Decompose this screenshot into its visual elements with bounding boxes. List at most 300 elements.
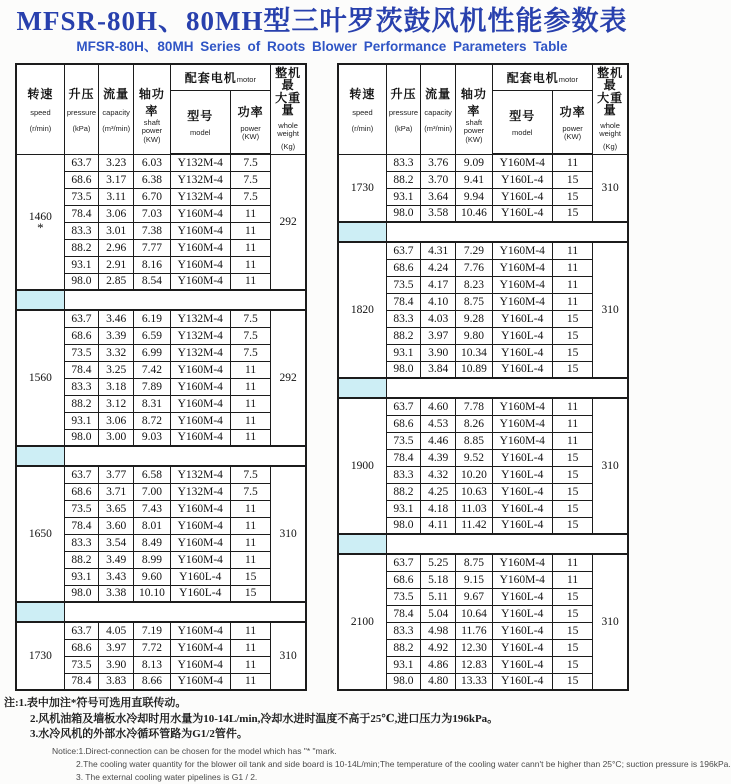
cell-shaft-power: 7.78	[456, 398, 492, 415]
cell-capacity: 3.77	[99, 466, 134, 483]
cell-motor-power: 15	[552, 639, 592, 656]
cell-shaft-power: 12.83	[456, 656, 492, 673]
parameter-table	[15, 63, 307, 692]
cell-shaft-power: 11.42	[456, 517, 492, 534]
cell-motor-model: Y160M-4	[170, 429, 230, 446]
table-row	[16, 466, 306, 483]
cell-motor-power: 15	[552, 361, 592, 378]
cell-shaft-power: 8.16	[134, 256, 170, 273]
cell-motor-power: 15	[552, 449, 592, 466]
note-en-1: Notice:1.Direct-connection can be chosen for the model which has "* "mark.	[52, 746, 337, 757]
table-row	[338, 554, 628, 571]
group-separator-row	[16, 290, 306, 310]
cell-pressure: 63.7	[64, 154, 98, 171]
cell-motor-power: 11	[230, 361, 270, 378]
cell-capacity: 3.90	[421, 344, 456, 361]
cell-shaft-power: 10.89	[456, 361, 492, 378]
cell-pressure: 63.7	[386, 242, 420, 259]
cell-capacity: 3.84	[421, 361, 456, 378]
cell-motor-model: Y160L-4	[492, 588, 552, 605]
parameter-table	[337, 63, 629, 692]
cell-motor-model: Y160M-4	[492, 432, 552, 449]
cell-pressure: 73.5	[64, 344, 98, 361]
cell-motor-model: Y160L-4	[492, 605, 552, 622]
group-speed-cell: 1900	[338, 398, 386, 534]
cell-capacity: 4.92	[421, 639, 456, 656]
note-en-3: 3. The external cooling water pipelines is G1 / 2.	[76, 771, 258, 782]
cell-motor-power: 7.5	[230, 483, 270, 500]
separator-cell	[386, 222, 628, 242]
cell-motor-power: 11	[230, 412, 270, 429]
cell-shaft-power: 10.63	[456, 483, 492, 500]
cell-shaft-power: 7.77	[134, 239, 170, 256]
table-row	[16, 154, 306, 171]
col-header-capacity: 流量 capacity (m³/min)	[421, 64, 456, 155]
cell-shaft-power: 9.28	[456, 310, 492, 327]
cell-motor-model: Y160L-4	[492, 188, 552, 205]
cell-motor-power: 15	[552, 466, 592, 483]
group-weight-cell: 292	[271, 154, 306, 290]
cell-motor-power: 11	[552, 242, 592, 259]
cell-motor-power: 11	[230, 673, 270, 690]
cell-motor-power: 15	[552, 673, 592, 690]
cell-motor-power: 15	[230, 585, 270, 602]
cell-motor-model: Y132M-4	[170, 327, 230, 344]
col-header-shaft-power: 轴功率 shaft power (KW)	[456, 64, 492, 155]
cell-capacity: 3.46	[99, 310, 134, 327]
cell-capacity: 3.38	[99, 585, 134, 602]
cell-shaft-power: 7.19	[134, 622, 170, 639]
separator-cell	[64, 446, 306, 466]
group-separator-row	[16, 602, 306, 622]
cell-pressure: 78.4	[386, 449, 420, 466]
separator-cell	[386, 378, 628, 398]
cell-capacity: 3.39	[99, 327, 134, 344]
cell-motor-power: 11	[552, 571, 592, 588]
cell-motor-model: Y160L-4	[492, 205, 552, 222]
cell-pressure: 93.1	[64, 412, 98, 429]
cell-motor-model: Y160M-4	[170, 673, 230, 690]
cell-shaft-power: 8.26	[456, 415, 492, 432]
cell-pressure: 73.5	[64, 500, 98, 517]
cell-pressure: 68.6	[386, 259, 420, 276]
cell-shaft-power: 7.00	[134, 483, 170, 500]
cell-pressure: 88.2	[64, 551, 98, 568]
cell-capacity: 3.32	[99, 344, 134, 361]
cell-motor-model: Y160L-4	[492, 310, 552, 327]
cell-motor-model: Y160M-4	[492, 415, 552, 432]
cell-pressure: 63.7	[64, 622, 98, 639]
cell-capacity: 3.83	[99, 673, 134, 690]
cell-shaft-power: 9.03	[134, 429, 170, 446]
group-speed-cell: 1730	[338, 154, 386, 222]
cell-shaft-power: 8.13	[134, 656, 170, 673]
table-row	[16, 310, 306, 327]
cell-capacity: 4.80	[421, 673, 456, 690]
cell-motor-model: Y160M-4	[170, 656, 230, 673]
cell-motor-model: Y132M-4	[170, 171, 230, 188]
group-speed-cell: 1650	[16, 466, 64, 602]
cell-capacity: 3.76	[421, 154, 456, 171]
separator-speed-cell	[338, 222, 386, 242]
cell-pressure: 88.2	[386, 639, 420, 656]
cell-capacity: 4.39	[421, 449, 456, 466]
cell-motor-power: 11	[552, 415, 592, 432]
cell-motor-power: 11	[552, 398, 592, 415]
cell-motor-power: 15	[552, 500, 592, 517]
table-row	[16, 622, 306, 639]
cell-capacity: 4.31	[421, 242, 456, 259]
separator-speed-cell	[338, 378, 386, 398]
cell-capacity: 3.97	[421, 327, 456, 344]
cell-shaft-power: 9.41	[456, 171, 492, 188]
cell-motor-power: 11	[230, 639, 270, 656]
group-weight-cell: 310	[593, 554, 628, 690]
cell-motor-power: 11	[230, 429, 270, 446]
cell-shaft-power: 6.70	[134, 188, 170, 205]
col-header-capacity: 流量 capacity (m³/min)	[99, 64, 134, 155]
group-separator-row	[338, 222, 628, 242]
cell-pressure: 78.4	[64, 205, 98, 222]
cell-shaft-power: 6.03	[134, 154, 170, 171]
cell-pressure: 73.5	[64, 188, 98, 205]
cell-shaft-power: 10.46	[456, 205, 492, 222]
cell-motor-model: Y160M-4	[170, 412, 230, 429]
cell-motor-model: Y160L-4	[492, 639, 552, 656]
cell-capacity: 2.85	[99, 273, 134, 290]
cell-pressure: 63.7	[64, 466, 98, 483]
cell-motor-model: Y160M-4	[170, 639, 230, 656]
cell-capacity: 2.96	[99, 239, 134, 256]
cell-motor-power: 11	[552, 154, 592, 171]
cell-shaft-power: 8.54	[134, 273, 170, 290]
cell-shaft-power: 8.66	[134, 673, 170, 690]
cell-pressure: 88.2	[386, 171, 420, 188]
cell-pressure: 98.0	[386, 361, 420, 378]
title-block	[0, 6, 644, 55]
cell-motor-model: Y160L-4	[492, 466, 552, 483]
cell-capacity: 5.25	[421, 554, 456, 571]
cell-pressure: 98.0	[64, 429, 98, 446]
cell-capacity: 3.06	[99, 205, 134, 222]
cell-motor-model: Y160L-4	[170, 568, 230, 585]
cell-pressure: 68.6	[64, 171, 98, 188]
col-header-motor-model: 型号 model	[492, 90, 552, 154]
cell-capacity: 3.58	[421, 205, 456, 222]
cell-pressure: 63.7	[64, 310, 98, 327]
cell-capacity: 3.64	[421, 188, 456, 205]
col-header-weight: 整机最 大重量 whole weight (Kg)	[271, 64, 306, 155]
group-weight-cell: 292	[271, 310, 306, 446]
cell-motor-model: Y160M-4	[170, 256, 230, 273]
cell-shaft-power: 7.72	[134, 639, 170, 656]
group-weight-cell: 310	[271, 466, 306, 602]
cell-shaft-power: 6.99	[134, 344, 170, 361]
cell-pressure: 68.6	[386, 571, 420, 588]
table-row	[338, 242, 628, 259]
cell-capacity: 3.43	[99, 568, 134, 585]
cell-pressure: 83.3	[386, 466, 420, 483]
cell-shaft-power: 8.31	[134, 395, 170, 412]
cell-motor-power: 15	[552, 517, 592, 534]
cell-capacity: 3.54	[99, 534, 134, 551]
cell-shaft-power: 9.67	[456, 588, 492, 605]
cell-capacity: 4.10	[421, 293, 456, 310]
cell-pressure: 68.6	[386, 415, 420, 432]
cell-motor-power: 11	[552, 293, 592, 310]
cell-motor-model: Y132M-4	[170, 344, 230, 361]
cell-shaft-power: 10.20	[456, 466, 492, 483]
cell-motor-power: 15	[552, 310, 592, 327]
cell-capacity: 4.17	[421, 276, 456, 293]
cell-motor-model: Y132M-4	[170, 483, 230, 500]
cell-pressure: 78.4	[64, 673, 98, 690]
cell-capacity: 5.04	[421, 605, 456, 622]
cell-motor-power: 15	[552, 656, 592, 673]
cell-motor-power: 15	[552, 327, 592, 344]
cell-motor-power: 11	[230, 256, 270, 273]
cell-capacity: 3.01	[99, 222, 134, 239]
cell-capacity: 3.25	[99, 361, 134, 378]
cell-shaft-power: 6.59	[134, 327, 170, 344]
note-zh-1: 注:1.表中加注*符号可选用直联传动。	[4, 697, 187, 710]
tables-container	[0, 63, 644, 692]
cell-shaft-power: 11.76	[456, 622, 492, 639]
col-header-motor: 配套电机motor	[170, 64, 271, 91]
cell-motor-power: 11	[230, 500, 270, 517]
cell-pressure: 93.1	[386, 188, 420, 205]
note-en-2: 2.The cooling water quantity for the blower oil tank and side board is 10-14L/min;The temperature of the cooling water cann't be higher than 25°C; suction pressure is 196kPa.	[76, 759, 731, 770]
cell-motor-power: 7.5	[230, 310, 270, 327]
cell-motor-model: Y132M-4	[170, 154, 230, 171]
cell-shaft-power: 6.58	[134, 466, 170, 483]
separator-cell	[64, 602, 306, 622]
cell-pressure: 93.1	[64, 256, 98, 273]
cell-pressure: 98.0	[386, 517, 420, 534]
cell-motor-power: 11	[230, 551, 270, 568]
cell-motor-model: Y160M-4	[492, 242, 552, 259]
cell-shaft-power: 9.09	[456, 154, 492, 171]
cell-motor-model: Y160M-4	[170, 361, 230, 378]
cell-capacity: 4.32	[421, 466, 456, 483]
cell-shaft-power: 9.60	[134, 568, 170, 585]
cell-motor-power: 15	[552, 205, 592, 222]
cell-capacity: 3.97	[99, 639, 134, 656]
group-weight-cell: 310	[271, 622, 306, 690]
cell-capacity: 3.11	[99, 188, 134, 205]
cell-motor-model: Y160M-4	[492, 571, 552, 588]
cell-motor-model: Y132M-4	[170, 310, 230, 327]
cell-capacity: 3.65	[99, 500, 134, 517]
group-weight-cell: 310	[593, 398, 628, 534]
cell-motor-power: 11	[230, 656, 270, 673]
cell-capacity: 3.00	[99, 429, 134, 446]
cell-motor-model: Y160L-4	[492, 344, 552, 361]
group-speed-cell: 1460 *	[16, 154, 64, 290]
cell-motor-model: Y160L-4	[492, 483, 552, 500]
cell-capacity: 3.18	[99, 378, 134, 395]
cell-pressure: 98.0	[64, 585, 98, 602]
group-speed-cell: 1730	[16, 622, 64, 690]
cell-motor-power: 11	[230, 622, 270, 639]
cell-motor-model: Y160M-4	[170, 273, 230, 290]
cell-pressure: 68.6	[64, 483, 98, 500]
cell-capacity: 3.23	[99, 154, 134, 171]
cell-motor-power: 11	[230, 273, 270, 290]
cell-motor-model: Y160L-4	[492, 673, 552, 690]
cell-motor-model: Y160M-4	[170, 517, 230, 534]
group-speed-cell: 1560	[16, 310, 64, 446]
cell-capacity: 4.18	[421, 500, 456, 517]
cell-motor-model: Y160M-4	[170, 205, 230, 222]
cell-shaft-power: 8.23	[456, 276, 492, 293]
cell-capacity: 3.06	[99, 412, 134, 429]
cell-shaft-power: 8.75	[456, 554, 492, 571]
page-title: MFSR-80H、80MH型三叶罗茨鼓风机性能参数表	[16, 6, 628, 36]
cell-shaft-power: 7.76	[456, 259, 492, 276]
cell-capacity: 4.60	[421, 398, 456, 415]
cell-motor-model: Y160L-4	[170, 585, 230, 602]
cell-pressure: 98.0	[64, 273, 98, 290]
cell-shaft-power: 9.52	[456, 449, 492, 466]
cell-shaft-power: 11.03	[456, 500, 492, 517]
cell-motor-model: Y160L-4	[492, 361, 552, 378]
cell-pressure: 83.3	[64, 534, 98, 551]
cell-shaft-power: 7.38	[134, 222, 170, 239]
cell-shaft-power: 6.19	[134, 310, 170, 327]
cell-motor-model: Y160L-4	[492, 500, 552, 517]
table-body	[16, 154, 306, 690]
cell-shaft-power: 10.34	[456, 344, 492, 361]
separator-speed-cell	[338, 534, 386, 554]
cell-motor-model: Y160M-4	[170, 239, 230, 256]
cell-motor-power: 15	[230, 568, 270, 585]
cell-shaft-power: 8.72	[134, 412, 170, 429]
cell-motor-power: 7.5	[230, 327, 270, 344]
cell-motor-power: 15	[552, 188, 592, 205]
cell-pressure: 73.5	[386, 588, 420, 605]
cell-pressure: 83.3	[64, 222, 98, 239]
cell-pressure: 88.2	[64, 239, 98, 256]
cell-shaft-power: 10.64	[456, 605, 492, 622]
cell-motor-model: Y160L-4	[492, 656, 552, 673]
cell-capacity: 5.18	[421, 571, 456, 588]
cell-shaft-power: 7.89	[134, 378, 170, 395]
cell-pressure: 73.5	[64, 656, 98, 673]
cell-shaft-power: 9.80	[456, 327, 492, 344]
cell-pressure: 68.6	[64, 327, 98, 344]
note-zh-3: 3.水冷风机的外部水冷循环管路为G1/2管件。	[30, 727, 248, 740]
col-header-weight: 整机最 大重量 whole weight (Kg)	[593, 64, 628, 155]
cell-capacity: 4.11	[421, 517, 456, 534]
cell-shaft-power: 7.43	[134, 500, 170, 517]
cell-motor-model: Y160M-4	[170, 500, 230, 517]
cell-shaft-power: 8.49	[134, 534, 170, 551]
cell-motor-power: 11	[230, 205, 270, 222]
cell-motor-power: 15	[552, 605, 592, 622]
group-separator-row	[338, 534, 628, 554]
cell-pressure: 98.0	[386, 673, 420, 690]
cell-capacity: 4.46	[421, 432, 456, 449]
cell-pressure: 68.6	[64, 639, 98, 656]
cell-pressure: 73.5	[386, 432, 420, 449]
col-header-pressure: 升压 pressure (kPa)	[386, 64, 420, 155]
group-weight-cell: 310	[593, 242, 628, 378]
cell-motor-model: Y160M-4	[492, 276, 552, 293]
cell-capacity: 3.90	[99, 656, 134, 673]
cell-pressure: 88.2	[386, 327, 420, 344]
group-separator-row	[16, 446, 306, 466]
cell-shaft-power: 9.15	[456, 571, 492, 588]
cell-capacity: 4.98	[421, 622, 456, 639]
cell-capacity: 3.12	[99, 395, 134, 412]
cell-capacity: 5.11	[421, 588, 456, 605]
cell-shaft-power: 10.10	[134, 585, 170, 602]
cell-shaft-power: 6.38	[134, 171, 170, 188]
cell-motor-power: 11	[552, 554, 592, 571]
cell-capacity: 4.05	[99, 622, 134, 639]
cell-motor-power: 11	[230, 395, 270, 412]
cell-pressure: 63.7	[386, 398, 420, 415]
cell-motor-power: 11	[230, 517, 270, 534]
cell-motor-power: 11	[552, 259, 592, 276]
cell-motor-model: Y160M-4	[170, 534, 230, 551]
separator-speed-cell	[16, 602, 64, 622]
cell-motor-model: Y132M-4	[170, 188, 230, 205]
cell-shaft-power: 7.29	[456, 242, 492, 259]
cell-capacity: 3.60	[99, 517, 134, 534]
cell-motor-model: Y160L-4	[492, 327, 552, 344]
cell-motor-power: 11	[230, 534, 270, 551]
cell-motor-model: Y160M-4	[170, 378, 230, 395]
cell-pressure: 93.1	[386, 656, 420, 673]
cell-shaft-power: 13.33	[456, 673, 492, 690]
page-subtitle: MFSR-80H、80MH Series of Roots Blower Performance Parameters Table	[76, 39, 568, 55]
cell-capacity: 4.03	[421, 310, 456, 327]
cell-pressure: 93.1	[64, 568, 98, 585]
cell-motor-model: Y160L-4	[492, 517, 552, 534]
group-speed-cell: 2100	[338, 554, 386, 690]
table-row	[338, 154, 628, 171]
cell-capacity: 3.70	[421, 171, 456, 188]
cell-shaft-power: 12.30	[456, 639, 492, 656]
cell-pressure: 83.3	[386, 154, 420, 171]
cell-shaft-power: 8.75	[456, 293, 492, 310]
group-separator-row	[338, 378, 628, 398]
cell-motor-power: 11	[230, 239, 270, 256]
col-header-speed: 转速 speed (r/min)	[338, 64, 386, 155]
cell-motor-model: Y160M-4	[170, 622, 230, 639]
cell-capacity: 3.71	[99, 483, 134, 500]
cell-pressure: 98.0	[386, 205, 420, 222]
separator-speed-cell	[16, 446, 64, 466]
cell-capacity: 3.17	[99, 171, 134, 188]
cell-pressure: 88.2	[64, 395, 98, 412]
cell-capacity: 4.53	[421, 415, 456, 432]
cell-motor-power: 11	[552, 432, 592, 449]
cell-motor-model: Y160M-4	[492, 154, 552, 171]
cell-motor-model: Y132M-4	[170, 466, 230, 483]
table-header	[16, 64, 306, 155]
cell-pressure: 78.4	[386, 293, 420, 310]
cell-pressure: 88.2	[386, 483, 420, 500]
cell-shaft-power: 8.99	[134, 551, 170, 568]
table-header	[338, 64, 628, 155]
col-header-motor-power: 功率 power (KW)	[230, 90, 270, 154]
cell-pressure: 93.1	[386, 344, 420, 361]
table-row	[338, 398, 628, 415]
cell-capacity: 4.25	[421, 483, 456, 500]
